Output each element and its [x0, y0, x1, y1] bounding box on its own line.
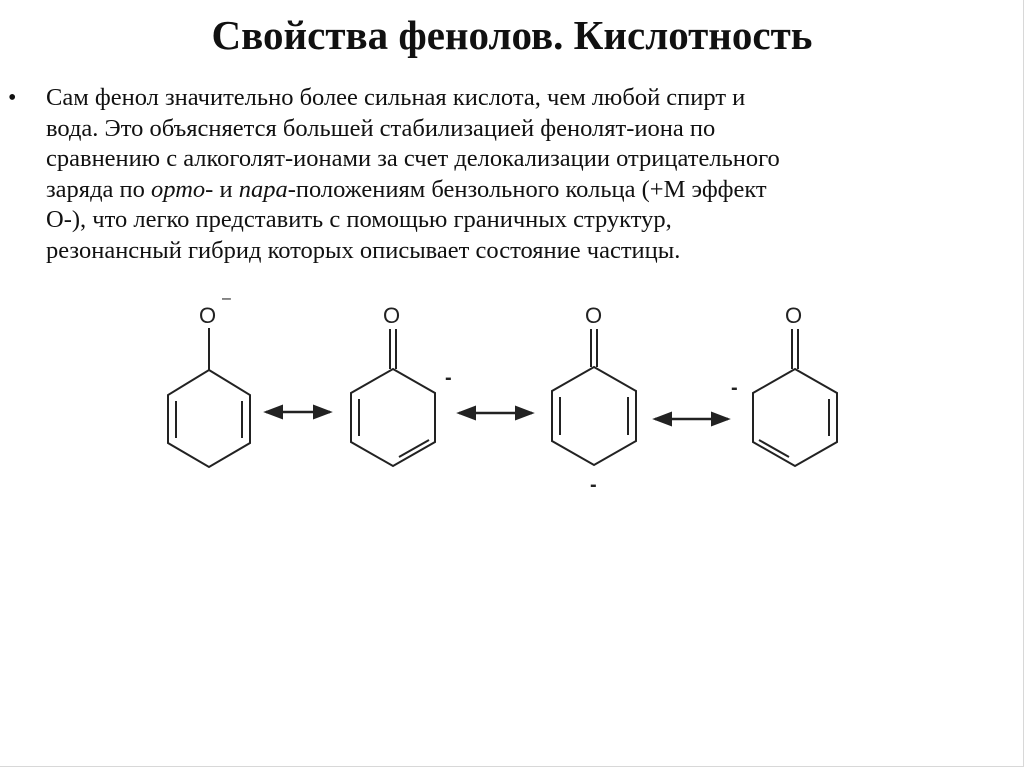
bullet-paragraph: [46, 83, 996, 267]
slide-title: Свойства фенолов. Кислотность: [211, 12, 813, 58]
oxygen-atom-4: O: [785, 303, 803, 328]
para-term: пара: [238, 175, 288, 203]
resonance-arrow-2: [459, 407, 532, 419]
oxygen-atom-1: O: [199, 303, 217, 328]
paragraph-line-3: сравнению с алкоголят-ионами за счет делокализации отрицательного: [46, 145, 780, 173]
ring-3: [552, 367, 636, 465]
inner-double-bond-2b: [399, 440, 429, 457]
negative-charge-2: -: [445, 367, 452, 389]
ring-4: [753, 369, 837, 466]
ortho-carbanion-structure-2: [731, 303, 837, 466]
line4-text-a: заряда по: [46, 175, 152, 203]
bullet-dot: •: [8, 85, 17, 111]
phenolate-structure: [168, 290, 250, 467]
ortho-term: орто: [151, 175, 206, 203]
line4-text-c: -положениям бензольного кольца (+М эффект: [287, 175, 767, 203]
benzene-ring-1: [168, 370, 250, 467]
negative-charge-3: -: [590, 474, 597, 496]
paragraph-line-4: [46, 175, 996, 206]
inner-double-bond-4b: [759, 440, 789, 457]
paragraph-line-1: Сам фенол значительно более сильная кислота, чем любой спирт и: [46, 84, 746, 111]
para-carbanion-structure: [552, 303, 636, 496]
resonance-arrow-1: [266, 406, 330, 418]
oxygen-atom-3: O: [585, 303, 603, 328]
negative-charge-1: –: [222, 290, 231, 307]
negative-charge-4: -: [731, 377, 738, 399]
line4-text-b: - и: [205, 175, 239, 203]
paragraph-line-6: резонансный гибрид которых описывает состояние частицы.: [46, 236, 681, 264]
ring-2: [351, 369, 435, 466]
paragraph-line-2: вода. Это объясняется большей стабилизацией фенолят-иона по: [46, 114, 716, 142]
oxygen-atom-2: O: [383, 303, 401, 328]
resonance-arrow-3: [655, 413, 728, 425]
ortho-carbanion-structure: [351, 303, 452, 466]
paragraph-line-5: О-), что легко представить с помощью граничных структур,: [46, 206, 672, 234]
